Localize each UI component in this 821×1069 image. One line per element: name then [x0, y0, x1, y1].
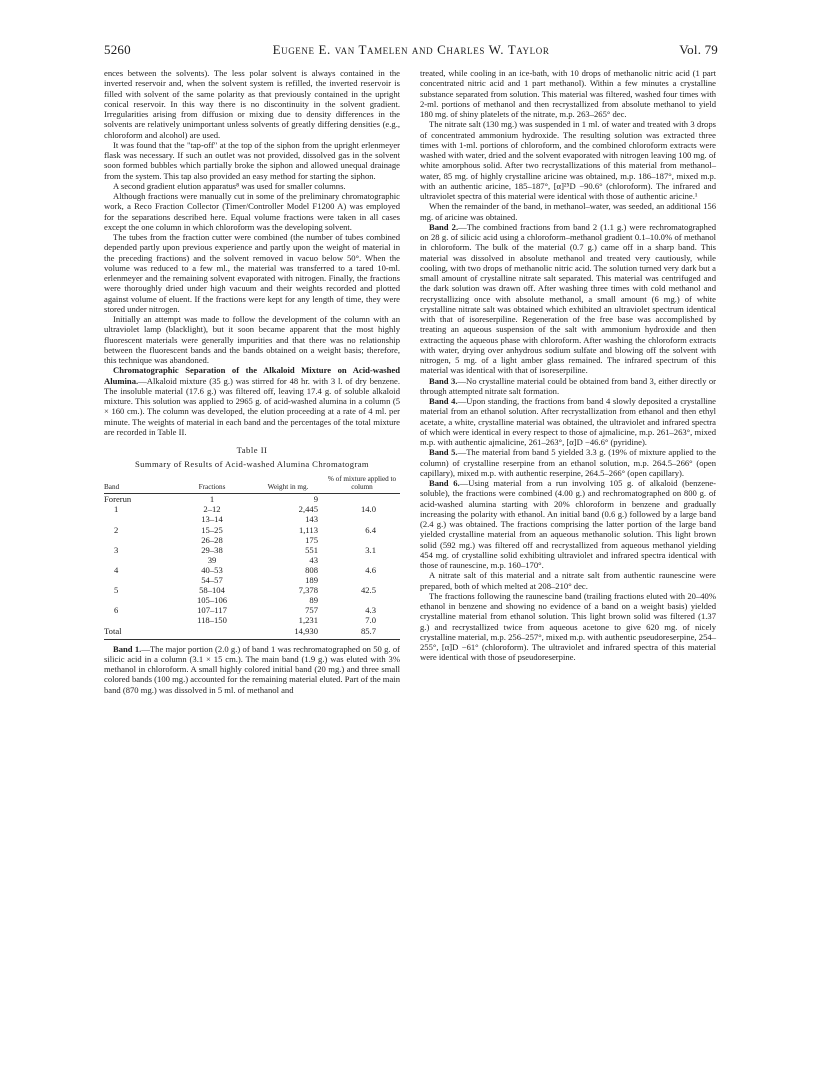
cell-weight: 1,231 [298, 615, 318, 626]
cell-band: 2 [114, 524, 119, 535]
table-title: Summary of Results of Acid-washed Alumina Chromatogram [134, 459, 370, 470]
cell-percent: 4.3 [365, 605, 376, 616]
table-header-row [104, 475, 400, 494]
cell-fractions: 105–106 [196, 595, 228, 606]
cell-percent: 4.6 [365, 564, 376, 575]
paragraph: A nitrate salt of this material and a nitrate salt from authentic raunescine were prepared, both of which melted at 208–210° dec. [420, 570, 716, 591]
cell-fractions: 58–104 [199, 585, 225, 596]
cell-band: Forerun [104, 494, 132, 505]
paragraph: A second gradient elution apparatus⁸ was used for smaller columns. [113, 180, 346, 191]
paragraph-body: —Using material from a run involving 105 g. of alkaloid (benzene-soluble), the fractions were combined (4.00 g.) and rechromatographed on 800 g. of acid-washed alumina starting with 20% chloroform in benzene and gradually increasing the polarity with ethanol. An initial band (0.6 g.) followed by a large band (2.4 g.) was obtained. The fractions comprising the latter portion of the large band yielded crystalline material from an aqueous methanolic solution. This light brown solid (592 mg.) was filtered off and recrystallized from aqueous methanol yielding 454 mg. of crystalline solid exhibiting ultraviolet and infrared spectra identical with those of raunescine, m.p. 160–170°. [420, 478, 717, 570]
table-row [104, 555, 400, 565]
table-row [104, 575, 400, 585]
paragraph: The fractions following the raunescine band (trailing fractions eluted with 20–40% ethanol in benzene and showing no evidence of a band on a weight basis) yielded crystalline material from ethanol solution. This light brown solid was filtered (1.37 g.) and recrystallized twice from aqueous acetone to give 620 mg. of nicely crystalline material, m.p. 256–257°, mixed m.p. with authentic pseudoreserpine, 254–255°, [α]D −61° (chloroform). The ultraviolet and infrared spectra of this material were identical with those of pseudoreserpine. [420, 590, 716, 663]
running-authors: Eugene E. van Tamelen and Charles W. Taylor [272, 42, 550, 57]
cell-fractions: 2–12 [203, 504, 221, 515]
volume-label: Vol. 79 [679, 42, 718, 57]
table-total-row [104, 625, 400, 639]
cell-percent [324, 555, 400, 565]
paragraph-body: —The combined fractions from band 2 (1.1 g.) were rechromatographed on 28 g. of silicic acid using a chloroform–methanol gradient 0.1–10.0% of methanol in chloroform. The bulk of the material (0.7 g.) came off in a sharp band. This material was dissolved in absolute methanol and treated very cautiously, while cooling, with two drops of methanolic nitric acid. The solution turned very dark but a small amount of crystalline nitrate salt separated. This material was centrifuged and the dark solution was drawn off. After washing three times with cold methanol and recrystallizing once with absolute methanol, a small amount (6 mg.) of white crystalline nitrate salt was obtained which exhibited an ultraviolet spectrum identical with that of isoreserpiline. Regeneration of the free base was accomplished by treating an aqueous suspension of the salt with ammonium hydroxide and then extracting the aqueous phase with chloroform. After washing the chloroform extracts with water, drying over anhydrous sodium sulfate and blowing off the solvent with nitrogen, 5 mg. of a light amber glass remained. The infrared spectrum of this material was identical with that of isoreserpiline. [420, 221, 716, 376]
cell-band [104, 615, 172, 625]
cell-fractions: 40–53 [201, 564, 223, 575]
cell-band [104, 535, 172, 545]
cell-percent [324, 575, 400, 585]
cell-fractions: 15–25 [201, 524, 223, 535]
paragraph [104, 644, 400, 695]
cell-band [104, 555, 172, 565]
paragraph: The nitrate salt (130 mg.) was suspended in 1 ml. of water and treated with 3 drops of concentrated ammonium hydroxide. The resulting solution was extracted three times with 1-ml. portions of chloroform, and the combined chloroform extracts were washed with water, dried and the solvent evaporated with nitrogen leaving 100 mg. of white amorphous solid. After two recrystallizations of this material from methanol–water, 85 mg. of highly crystalline aricine was obtained, m.p. 186–187°, mixed m.p. with an authentic aricine, 185–187°, [α]²⁵D −90.6° (chloroform). The infrared and ultraviolet spectra of this material were identical with those of authentic aricine.¹ [420, 119, 716, 201]
cell-percent [324, 535, 400, 545]
table-row [104, 514, 400, 524]
table-row [104, 494, 400, 505]
paragraph: It was found that the "tap-off" at the top of the siphon from the upright erlenmeyer flask was necessary. If such an outlet was not provided, dissolved gas in the solvent soon formed bubbles which partially broke the siphon and allowed unequal drainage from the system. This tap also provided an easy method for starting the siphon. [104, 139, 400, 181]
cell-percent: 3.1 [365, 544, 376, 555]
cell-band: 5 [114, 585, 119, 596]
header-fractions: Fractions [172, 475, 252, 494]
paragraph [420, 222, 716, 376]
cell-band: 6 [114, 605, 119, 616]
cell-percent: 14.0 [360, 504, 376, 515]
cell-weight: 1,113 [298, 524, 318, 535]
cell-fractions: 26–28 [201, 534, 223, 545]
table-row [104, 545, 400, 555]
paragraph [104, 365, 400, 437]
paragraph: ences between the solvents). The less polar solvent is always contained in the inverted reservoir and, when the solvent system is refilled, the inverted reservoir is filled with solvent of the same polarity as that previously contained in the upright conical reservoir. In this way there is no discontinuity in the solvent gradient. Irregularities arising from diffusion or mixing due to density differences in the solvents are relatively unimportant unless solvents of greatly differing densities (e.g., chloroform and alcohol) are used. [104, 68, 400, 140]
paragraph: The tubes from the fraction cutter were combined (the number of tubes combined depended partly upon previous experience and partly upon the weight of material in the preceding fractions) and the solvent removed in vacuo below 50°. When the volume was reduced to a few ml., the material was transferred to a tared 10-ml. erlenmeyer and the remaining solvent evaporated with nitrogen. Finally, the fractions were thoroughly dried under high vacuum and their weights recorded and plotted against volume of eluent. If the fractions were kept for any length of time, they were stored under nitrogen. [104, 232, 400, 314]
paragraph: Although fractions were manually cut in some of the preliminary chromatographic work, a Reco Fraction Collector (Timer/Controller Model F1200 A) was employed for the separations described here. Equal volume fractions were taken in all cases except the one column in which chloroform was the developing solvent. [104, 191, 400, 232]
table-row [104, 504, 400, 514]
cell-percent: 7.0 [365, 615, 376, 626]
cell-weight: 808 [305, 564, 318, 575]
cell-band [104, 514, 172, 524]
cell-fractions: 29–38 [201, 544, 223, 555]
cell-weight: 89 [309, 595, 318, 606]
cell-percent [324, 514, 400, 524]
paragraph-body: —No crystalline material could be obtained from band 3, either directly or through attempted nitrate salt formation. [420, 375, 717, 396]
cell-band [104, 575, 172, 585]
right-column [420, 68, 716, 663]
paragraph: treated, while cooling in an ice-bath, with 10 drops of methanolic nitric acid (1 part concentrated nitric acid and 1 part methanol). Within a few minutes a crystalline substance separated from solution. This material was filtered, washed four times with 2-ml. portions of methanol and then recrystallized from absolute methanol to yield 180 mg. of shiny platelets of the nitrate, m.p. 263–265° dec. [420, 68, 716, 119]
table-row [104, 615, 400, 625]
cell-percent: 42.5 [360, 585, 376, 596]
cell-fractions: 107–117 [197, 605, 227, 616]
paragraph-body: —The major portion (2.0 g.) of band 1 was rechromatographed on 50 g. of silicic acid in a column (3.1 × 15 cm.). The main band (1.9 g.) was eluted with 3% methanol in chloroform. A small highly colored initial band (20 mg.) and three small colored bands (100 mg.) accounted for the remaining material eluted. Part of the main band (870 mg.) was dissolved in 5 ml. of methanol and [104, 643, 400, 695]
paragraph [420, 447, 716, 478]
table-caption: Table II [236, 445, 268, 455]
cell-fractions: 118–150 [197, 615, 227, 626]
table-row [104, 565, 400, 575]
header-weight: Weight in mg. [252, 475, 324, 494]
section-heading: Band 5. [429, 447, 458, 458]
cell-weight: 757 [305, 605, 318, 616]
cell-percent [324, 595, 400, 605]
cell-band: 3 [114, 544, 119, 555]
cell-weight: 551 [305, 544, 318, 555]
page-number: 5260 [104, 42, 131, 57]
cell-band: 4 [114, 564, 119, 575]
paragraph-body: —Alkaloid mixture (35 g.) was stirred for 48 hr. with 3 l. of dry benzene. The insoluble material (17.6 g.) was filtered off, leaving 17.4 g. of soluble alkaloid mixture. This solution was applied to 2965 g. of acid-washed alumina in a column (5 × 160 cm.). The column was developed, the elution proceeding at a rate of 4 ml. per minute. The weights of material in each band and the percentages of the total mixture are recorded in Table II. [104, 375, 400, 437]
cell-fractions: 13–14 [201, 514, 223, 525]
paragraph-body: —Upon standing, the fractions from band 4 slowly deposited a crystalline material from an ethanol solution. After recrystallization from ethanol and then ethyl acetate, a white, crystalline material was obtained, the ultraviolet and infrared spectra of which were identical in every respect to those of ajmalicine, m.p. 261–263°, mixed m.p. with authentic ajmalicine, 261–263°, [α]D −46.6° (pyridine). [420, 396, 716, 447]
paragraph: Initially an attempt was made to follow the development of the column with an ultraviolet lamp (blacklight), but it soon became apparent that the most highly fluorescent materials were generally impurities and that there was no relationship between the fluorescent bands and the bands obtained on a weight basis; therefore, this technique was abandoned. [104, 314, 400, 365]
cell-band: 1 [114, 504, 119, 515]
section-heading: Band 1. [113, 643, 142, 654]
cell-weight: 7,378 [298, 585, 318, 596]
table-row [104, 585, 400, 595]
cell-weight: 143 [305, 514, 318, 525]
paragraph [420, 478, 716, 570]
cell-percent [324, 494, 400, 505]
cell-total-label: Total [104, 625, 172, 639]
cell-fractions: 1 [209, 494, 215, 505]
section-heading: Chromatographic Separation of the Alkaloid Mixture on Acid-washed Alumina. [104, 365, 400, 386]
cell-percent: 6.4 [365, 524, 376, 535]
cell-fractions: 39 [207, 554, 217, 565]
cell-weight: 175 [305, 534, 318, 545]
section-heading: Band 4. [429, 396, 458, 406]
table-row [104, 525, 400, 535]
table-row [104, 605, 400, 615]
cell-weight: 43 [309, 554, 318, 565]
cell-fractions: 54–57 [201, 575, 223, 585]
header-band: Band [104, 475, 172, 494]
paragraph [420, 396, 716, 447]
paragraph: When the remainder of the band, in methanol–water, was seeded, an additional 156 mg. of aricine was obtained. [420, 201, 716, 222]
cell-band [104, 595, 172, 605]
paragraph [420, 376, 716, 397]
section-heading: Band 3. [429, 375, 458, 386]
section-heading: Band 2. [429, 221, 459, 232]
cell-total-percent: 85.7 [324, 625, 400, 639]
running-header [104, 42, 718, 58]
cell-weight: 189 [305, 575, 318, 585]
cell-weight: 2,445 [298, 504, 318, 515]
table-row [104, 535, 400, 545]
section-heading: Band 6. [429, 478, 460, 488]
header-percent: % of mixture applied to column [324, 475, 400, 494]
left-column [104, 68, 400, 695]
cell-fractions [172, 625, 252, 639]
results-table [104, 475, 400, 639]
cell-weight: 9 [313, 494, 318, 505]
table-row [104, 595, 400, 605]
paragraph-body: —The material from band 5 yielded 3.3 g. (19% of mixture applied to the column) of crystalline reserpine from an ethanol solution, m.p. 264.5–266° (open capillary), mixed m.p. with authentic reserpine, 264.5–266° (open capillary). [420, 447, 716, 478]
cell-total-weight: 14,930 [252, 625, 324, 639]
